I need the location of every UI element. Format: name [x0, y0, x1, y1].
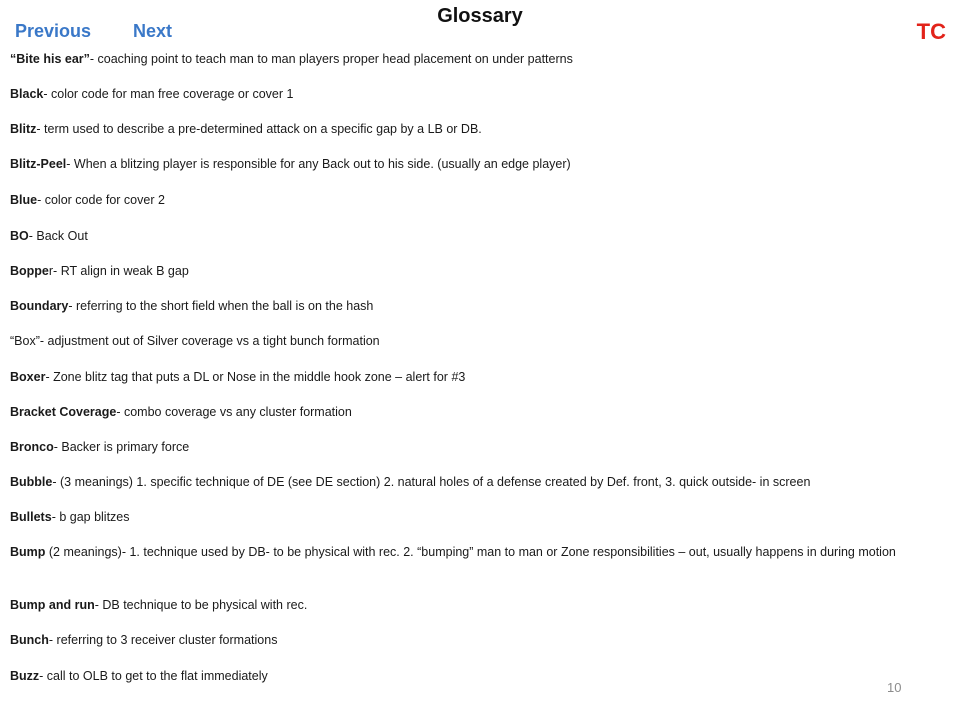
glossary-definition: - combo coverage vs any cluster formation — [116, 405, 352, 419]
glossary-term: Boppe — [10, 264, 49, 278]
glossary-definition: - coaching point to teach man to man players proper head placement on under patterns — [89, 52, 573, 66]
glossary-definition: - referring to 3 receiver cluster formations — [48, 633, 278, 647]
previous-link[interactable]: Previous — [15, 21, 92, 41]
glossary-entry — [10, 544, 940, 561]
glossary-definition: - When a blitzing player is responsible for any Back out to his side. (usually an edge player) — [66, 157, 571, 171]
page-number: 10 — [887, 680, 902, 695]
glossary-definition: (2 meanings)- 1. technique used by DB- to be physical with rec. 2. “bumping” man to man or Zone responsibilities – out, usually happens in during motion — [45, 545, 896, 559]
glossary-entry — [10, 439, 940, 456]
glossary-definition: - b gap blitzes — [51, 510, 130, 524]
glossary-definition: - referring to the short field when the ball is on the hash — [68, 299, 374, 313]
glossary-entry — [10, 668, 940, 685]
glossary-term: Boundary — [10, 299, 69, 313]
glossary-definition: - color code for cover 2 — [37, 193, 165, 207]
glossary-term: Bronco — [10, 440, 54, 454]
glossary-definition: - Back Out — [28, 229, 88, 243]
glossary-entry — [10, 474, 940, 491]
glossary-term: Blitz-Peel — [10, 157, 67, 171]
glossary-entry — [10, 298, 940, 315]
glossary-definition: - color code for man free coverage or cover 1 — [43, 87, 294, 101]
page-title: Glossary — [437, 5, 523, 27]
glossary-term: Black — [10, 87, 44, 101]
glossary-entry — [10, 333, 940, 350]
glossary-definition: r- RT align in weak B gap — [48, 264, 189, 278]
glossary-entry — [10, 86, 940, 103]
next-link[interactable]: Next — [133, 21, 173, 41]
table-of-contents-link[interactable]: TC — [916, 19, 946, 44]
glossary-term: Bullets — [10, 510, 52, 524]
glossary-definition: - DB technique to be physical with rec. — [94, 598, 308, 612]
glossary-term: Bump — [10, 545, 46, 559]
glossary-term: Blue — [10, 193, 38, 207]
glossary-term: Bracket Coverage — [10, 405, 117, 419]
glossary-entry — [10, 509, 940, 526]
glossary-entry — [10, 369, 940, 386]
glossary-entry — [10, 404, 940, 421]
glossary-term: Bunch — [10, 633, 49, 647]
glossary-entry — [10, 51, 940, 68]
glossary-entry — [10, 228, 940, 245]
glossary-term: Boxer — [10, 370, 46, 384]
glossary-definition: - Backer is primary force — [53, 440, 190, 454]
glossary-term: Bubble — [10, 475, 53, 489]
glossary-term: Blitz — [10, 122, 37, 136]
glossary-definition: - call to OLB to get to the flat immediately — [39, 669, 268, 683]
glossary-definition: - Zone blitz tag that puts a DL or Nose in the middle hook zone – alert for #3 — [45, 370, 466, 384]
glossary-term: Bump and run — [10, 598, 95, 612]
glossary-entry — [10, 632, 940, 649]
glossary-definition: “Box”- adjustment out of Silver coverage vs a tight bunch formation — [10, 334, 380, 348]
glossary-entry — [10, 192, 940, 209]
glossary-definition: - (3 meanings) 1. specific technique of DE (see DE section) 2. natural holes of a defense created by Def. front, 3. quick outside- in screen — [52, 475, 811, 489]
glossary-entry — [10, 597, 940, 614]
glossary-term: “Bite his ear” — [10, 52, 90, 66]
glossary-term: Buzz — [10, 669, 40, 683]
glossary-entry — [10, 263, 940, 280]
glossary-entry — [10, 121, 940, 138]
glossary-definition: - term used to describe a pre-determined attack on a specific gap by a LB or DB. — [36, 122, 482, 136]
glossary-entry — [10, 156, 940, 173]
glossary-term: BO — [10, 229, 29, 243]
